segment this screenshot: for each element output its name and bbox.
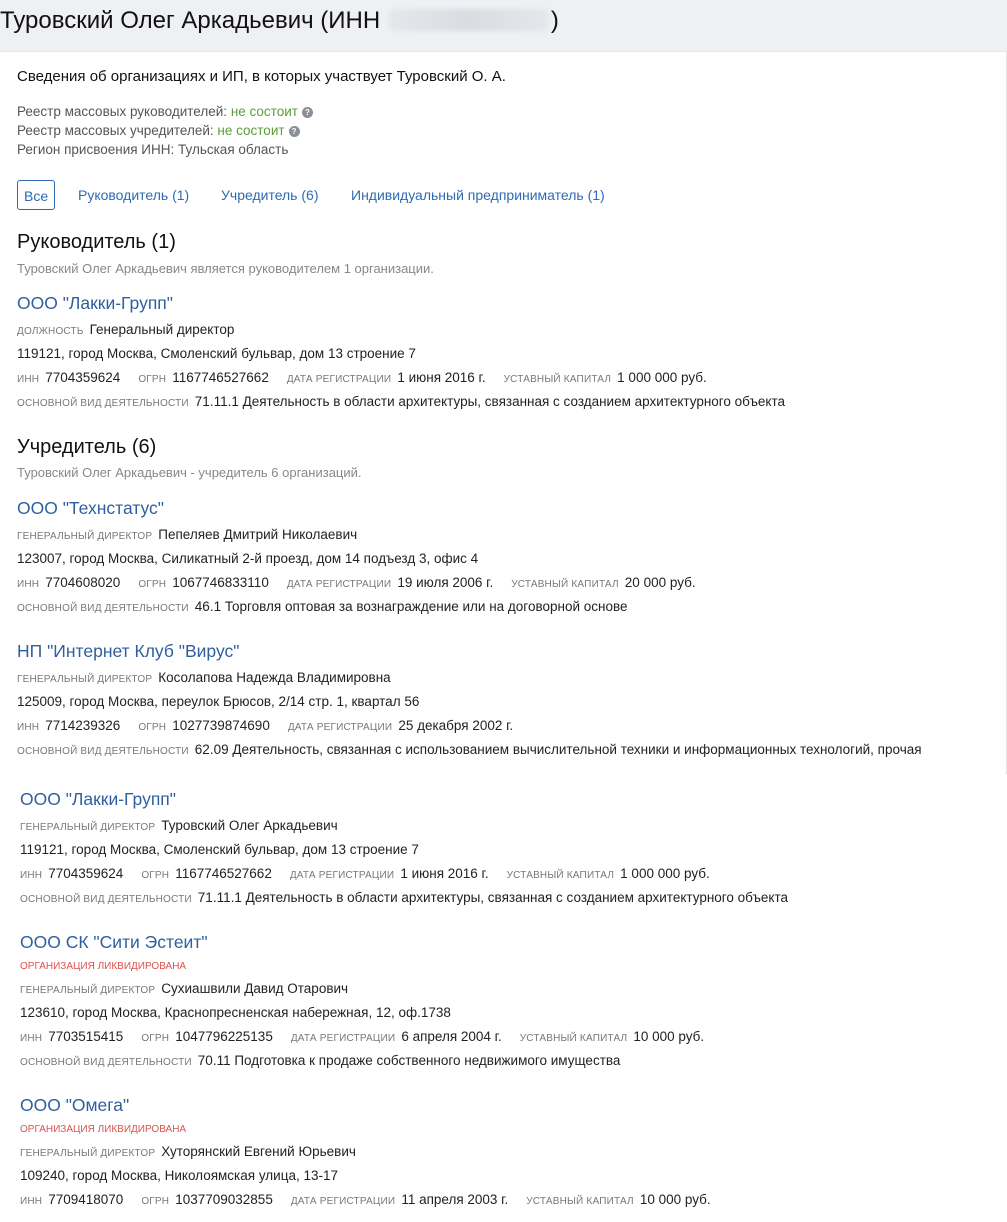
org-ogrn: 1067746833110: [172, 575, 269, 590]
label-reg-date: ДАТА РЕГИСТРАЦИИ: [290, 1033, 396, 1044]
label-reg-date: ДАТА РЕГИСТРАЦИИ: [290, 1196, 396, 1207]
label-ogrn: ОГРН: [141, 1033, 170, 1044]
org-reg-date: 25 декабря 2002 г.: [398, 718, 514, 733]
tab-entrepreneur[interactable]: Индивидуальный предприниматель (1): [351, 187, 605, 203]
registry-founders-value: не состоит: [217, 123, 285, 138]
org-activity-row: [20, 1053, 620, 1068]
org-director-row: [20, 981, 348, 996]
org-inn: 7714239326: [45, 718, 121, 733]
section-title-manager: Руководитель (1): [17, 231, 176, 253]
org-ogrn: 1047796225135: [175, 1029, 273, 1044]
label-director: ГЕНЕРАЛЬНЫЙ ДИРЕКТОР: [20, 1148, 156, 1159]
help-icon[interactable]: ?: [302, 107, 313, 118]
org-requisites-row: [20, 1029, 704, 1044]
help-icon[interactable]: ?: [289, 126, 300, 137]
org-director-row: [17, 527, 357, 542]
label-ogrn: ОГРН: [141, 1196, 170, 1207]
org-reg-date: 19 июля 2006 г.: [397, 575, 494, 590]
tab-all[interactable]: Все: [17, 180, 55, 210]
org-director-row: [20, 1144, 356, 1159]
org-ogrn: 1027739874690: [172, 718, 270, 733]
org-capital: 1 000 000 руб.: [620, 866, 710, 881]
org-address: 123007, город Москва, Силикатный 2-й проезд, дом 14 подъезд 3, офис 4: [17, 551, 479, 566]
label-director: ГЕНЕРАЛЬНЫЙ ДИРЕКТОР: [20, 985, 156, 996]
registry-managers-label: Реестр массовых руководителей:: [17, 104, 228, 119]
label-inn: ИНН: [20, 1196, 43, 1207]
org-reg-date: 1 июня 2016 г.: [400, 866, 489, 881]
page-title: [0, 6, 559, 36]
org-capital: 1 000 000 руб.: [617, 370, 707, 385]
label-director: ГЕНЕРАЛЬНЫЙ ДИРЕКТОР: [20, 822, 156, 833]
label-ogrn: ОГРН: [138, 374, 167, 385]
label-reg-date: ДАТА РЕГИСТРАЦИИ: [286, 374, 392, 385]
org-activity-row: [17, 599, 628, 614]
inn-region: Регион присвоения ИНН: Тульская область: [17, 142, 289, 157]
label-activity: ОСНОВНОЙ ВИД ДЕЯТЕЛЬНОСТИ: [20, 1057, 192, 1068]
org-activity-row: [17, 394, 785, 409]
registry-managers: [17, 104, 313, 119]
org-director-row: [20, 818, 338, 833]
org-activity-row: [20, 890, 788, 905]
org-requisites-row: [20, 1192, 711, 1207]
org-requisites-row: [17, 718, 513, 733]
org-director: Косолапова Надежда Владимировна: [158, 670, 391, 685]
label-capital: УСТАВНЫЙ КАПИТАЛ: [511, 579, 619, 590]
org-director: Хуторянский Евгений Юрьевич: [161, 1144, 356, 1159]
label-capital: УСТАВНЫЙ КАПИТАЛ: [506, 870, 615, 881]
org-capital: 10 000 руб.: [633, 1029, 705, 1044]
org-activity: 71.11.1 Деятельность в области архитектуры, связанная с созданием архитектурного объекта: [197, 890, 789, 905]
title-prefix: Туровский Олег Аркадьевич (ИНН: [0, 7, 381, 34]
org-director: Пепеляев Дмитрий Николаевич: [158, 527, 358, 542]
org-requisites-row: [20, 866, 710, 881]
inn-redacted: [389, 9, 549, 31]
label-reg-date: ДАТА РЕГИСТРАЦИИ: [287, 722, 393, 733]
org-ogrn: 1167746527662: [175, 866, 272, 881]
tab-manager[interactable]: Руководитель (1): [78, 187, 190, 203]
org-inn: 7703515415: [48, 1029, 124, 1044]
org-address: 119121, город Москва, Смоленский бульвар, дом 13 строение 7: [20, 842, 419, 857]
org-link[interactable]: ООО "Технcтатус": [17, 498, 165, 518]
label-capital: УСТАВНЫЙ КАПИТАЛ: [526, 1196, 634, 1207]
org-reg-date: 6 апреля 2004 г.: [401, 1029, 502, 1044]
org-requisites-row: [17, 370, 707, 385]
label-director: ГЕНЕРАЛЬНЫЙ ДИРЕКТОР: [17, 531, 153, 542]
label-inn: ИНН: [17, 722, 40, 733]
section-subtitle-founder: Туровский Олег Аркадьевич - учредитель 6 организаций.: [17, 465, 362, 480]
org-link[interactable]: ООО "Лакки-Групп": [17, 293, 173, 313]
label-activity: ОСНОВНОЙ ВИД ДЕЯТЕЛЬНОСТИ: [17, 603, 189, 614]
org-ogrn: 1167746527662: [172, 370, 269, 385]
org-director: Сухиашвили Давид Отарович: [161, 981, 349, 996]
org-director: Туровский Олег Аркадьевич: [161, 818, 338, 833]
org-address: 119121, город Москва, Смоленский бульвар, дом 13 строение 7: [17, 346, 416, 361]
org-capital: 10 000 руб.: [639, 1192, 711, 1207]
section-subtitle-manager: Туровский Олег Аркадьевич является руководителем 1 организации.: [17, 261, 434, 276]
registry-founders: [17, 123, 300, 138]
org-ogrn: 1037709032855: [175, 1192, 273, 1207]
title-suffix: ): [550, 7, 559, 34]
label-ogrn: ОГРН: [141, 870, 170, 881]
org-inn: 7704608020: [45, 575, 121, 590]
org-address: 125009, город Москва, переулок Брюсов, 2/14 стр. 1, квартал 56: [17, 694, 420, 709]
label-ogrn: ОГРН: [138, 579, 167, 590]
org-requisites-row: [17, 575, 696, 590]
registry-founders-label: Реестр массовых учредителей:: [17, 123, 214, 138]
org-activity: 46.1 Торговля оптовая за вознаграждение или на договорной основе: [194, 599, 628, 614]
org-activity: 71.11.1 Деятельность в области архитектуры, связанная с созданием архитектурного объекта: [194, 394, 786, 409]
tab-founder[interactable]: Учредитель (6): [221, 187, 319, 203]
label-activity: ОСНОВНОЙ ВИД ДЕЯТЕЛЬНОСТИ: [17, 398, 189, 409]
org-director-row: [17, 670, 391, 685]
org-address: 109240, город Москва, Николоямская улица, 13-17: [20, 1168, 338, 1183]
liquidated-badge: ОРГАНИЗАЦИЯ ЛИКВИДИРОВАНА: [20, 961, 187, 972]
org-inn: 7704359624: [45, 370, 121, 385]
label-activity: ОСНОВНОЙ ВИД ДЕЯТЕЛЬНОСТИ: [17, 746, 189, 757]
org-position: Генеральный директор: [89, 322, 235, 337]
org-reg-date: 1 июня 2016 г.: [397, 370, 486, 385]
label-inn: ИНН: [17, 579, 40, 590]
label-ogrn: ОГРН: [138, 722, 167, 733]
org-link[interactable]: ООО "Омега": [20, 1095, 130, 1115]
label-director: ГЕНЕРАЛЬНЫЙ ДИРЕКТОР: [17, 674, 153, 685]
registry-managers-value: не состоит: [230, 104, 298, 119]
org-link[interactable]: ООО СК "Сити Эстеит": [20, 932, 208, 952]
main-panel: [0, 52, 1007, 774]
org-link[interactable]: ООО "Лакки-Групп": [20, 789, 176, 809]
label-position: ДОЛЖНОСТЬ: [17, 326, 84, 337]
org-activity: 70.11 Подготовка к продаже собственного недвижимого имущества: [197, 1053, 621, 1068]
org-position-row: [17, 322, 234, 337]
org-link[interactable]: НП "Интернет Клуб "Вирус": [17, 641, 240, 661]
org-inn: 7704359624: [48, 866, 124, 881]
org-reg-date: 11 апреля 2003 г.: [401, 1192, 509, 1207]
label-inn: ИНН: [20, 1033, 43, 1044]
liquidated-badge: ОРГАНИЗАЦИЯ ЛИКВИДИРОВАНА: [20, 1124, 187, 1135]
org-inn: 7709418070: [48, 1192, 124, 1207]
label-capital: УСТАВНЫЙ КАПИТАЛ: [503, 374, 612, 385]
org-activity: 62.09 Деятельность, связанная с использованием вычислительной техники и информационных технологий, прочая: [194, 742, 922, 757]
intro-text: Сведения об организациях и ИП, в которых участвует Туровский О. А.: [17, 68, 506, 85]
label-activity: ОСНОВНОЙ ВИД ДЕЯТЕЛЬНОСТИ: [20, 894, 192, 905]
org-capital: 20 000 руб.: [624, 575, 696, 590]
label-capital: УСТАВНЫЙ КАПИТАЛ: [519, 1033, 628, 1044]
label-reg-date: ДАТА РЕГИСТРАЦИИ: [286, 579, 392, 590]
org-activity-row: [17, 742, 922, 757]
section-title-founder: Учредитель (6): [17, 436, 157, 458]
page-header: [0, 0, 1007, 52]
label-inn: ИНН: [20, 870, 43, 881]
label-inn: ИНН: [17, 374, 40, 385]
org-address: 123610, город Москва, Краснопресненская набережная, 12, оф.1738: [20, 1005, 451, 1020]
label-reg-date: ДАТА РЕГИСТРАЦИИ: [289, 870, 395, 881]
